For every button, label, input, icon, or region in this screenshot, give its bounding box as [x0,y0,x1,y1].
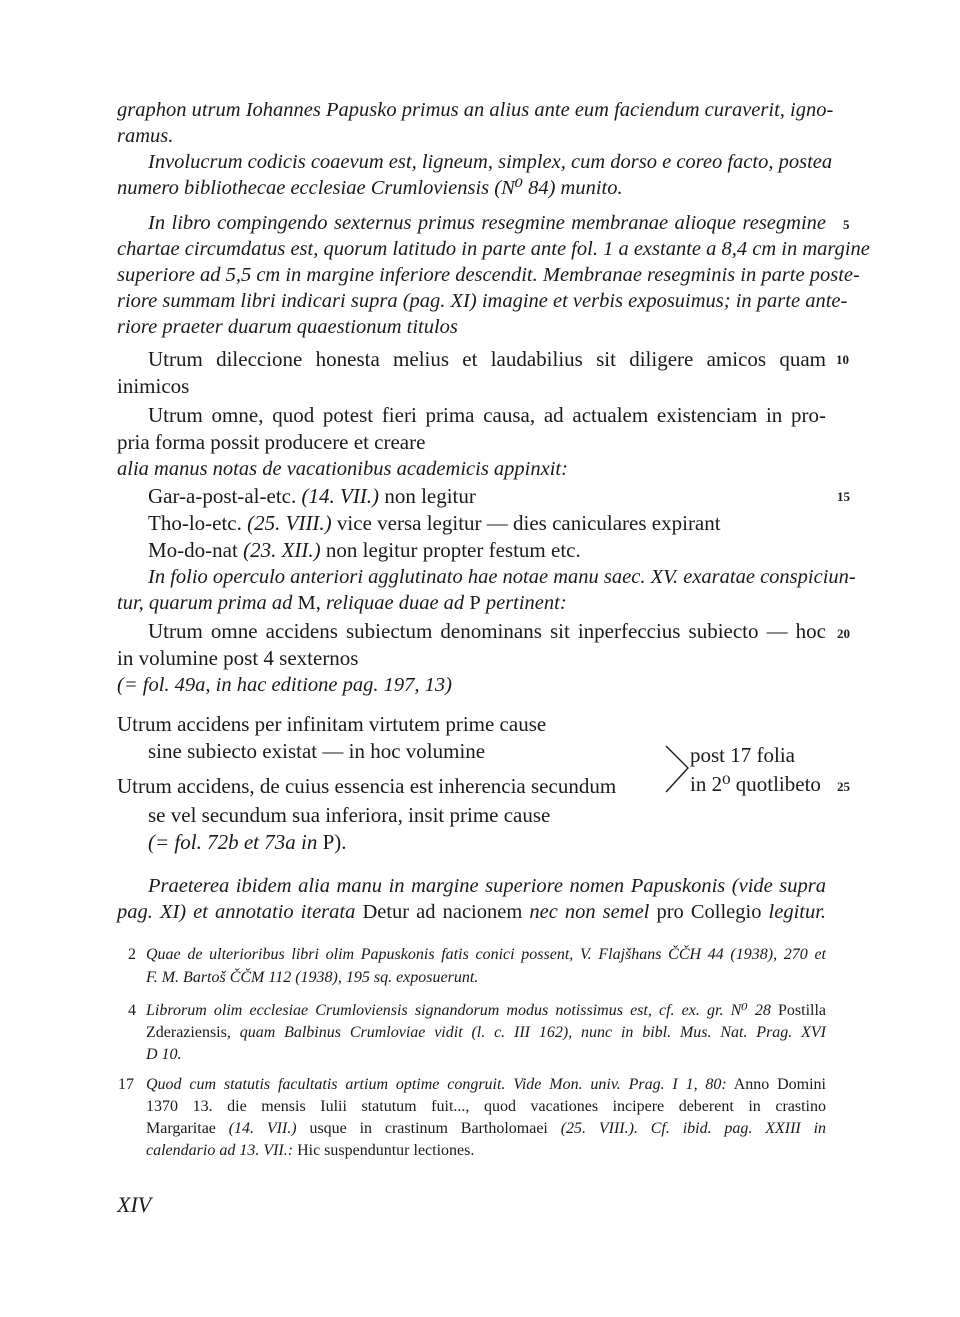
quote-line: Utrum accidens, de cuius essencia est inherencia secundum [117,774,617,798]
footnote-line: Quod cum statutis facultatis artium optime congruit. Vide Mon. univ. Prag. I 1, 80: Anno Domini [146,1076,826,1093]
line-number: 10 [836,352,849,367]
text-line: numero bibliothecae ecclesiae Crumloviensis (N⁰ 84) munito. [117,177,623,199]
text-line: riore summam libri indicari supra (pag. XI) imagine et verbis exposuimus; in parte ante- [117,290,848,312]
quote-line: Utrum omne accidens subiectum denominans sit inperfeccius subiecto — hoc [148,619,826,643]
text-line: graphon utrum Iohannes Papusko primus an alius ante eum faciendum curaverit, igno- [117,99,834,121]
footnote-line: Margaritae (14. VII.) usque in crastinum Bartholomaei (25. VIII.). Cf. ibid. pag. XXIII in [146,1120,827,1137]
footnote-number: 17 [118,1076,134,1093]
quote-line: se vel secundum sua inferiora, insit prime cause [148,803,551,827]
vacation-line: Tho-lo-etc. (25. VIII.) vice versa legitur — dies caniculares expirant [148,511,721,535]
quote-line: (= fol. 72b et 73a in P). [148,830,347,854]
text-line: Praeterea ibidem alia manu in margine superiore nomen Papuskonis (vide supra [148,875,826,897]
side-note: post 17 folia [690,743,795,767]
vacation-line: Mo-do-nat (23. XII.) non legitur propter festum etc. [148,538,581,562]
footnote-line: 1370 13. die mensis Iulii statutum fuit..., quod vacationes incipere deberent in crastino [146,1098,826,1115]
quote-line: sine subiecto existat — in hoc volumine [148,739,486,763]
footnote-line: Quae de ulterioribus libri olim Papuskonis fatis conici possent, V. Flajšhans ČČH 44 (1938), 270 et [146,946,826,963]
page-number: XIV [117,1192,152,1217]
footnote-number: 4 [128,1002,136,1019]
quote-line: Utrum dileccione honesta melius et laudabilius sit diligere amicos quam [148,347,826,371]
text-line: tur, quarum prima ad M, reliquae duae ad P pertinent: [117,592,567,614]
line-number: 15 [837,489,850,504]
vacation-line: Gar-a-post-al-etc. (14. VII.) non legitur [148,484,476,508]
text-line: ramus. [117,125,174,147]
quote-line: Utrum omne, quod potest fieri prima causa, ad actualem existenciam in pro- [148,403,826,427]
text-line: chartae circumdatus est, quorum latitudo in parte ante fol. 1 a exstante a 8,4 cm in margine [117,238,870,260]
quote-line: in volumine post 4 sexternos [117,646,359,670]
text-line: (= fol. 49a, in hac editione pag. 197, 13) [117,674,452,696]
text-line: In folio operculo anteriori agglutinato hae notae manu saec. XV. exaratae conspiciun- [148,566,856,588]
footnote-line: D 10. [146,1046,182,1063]
quote-line: Utrum accidens per infinitam virtutem prime cause [117,712,547,736]
side-note: in 2⁰ quotlibeto [690,772,821,796]
footnote-line: F. M. Bartoš ČČM 112 (1938), 195 sq. exposuerunt. [146,969,479,986]
line-number: 5 [843,217,850,232]
line-number: 20 [837,626,850,641]
text-line: alia manus notas de vacationibus academicis appinxit: [117,458,568,480]
line-number: 25 [837,779,850,794]
text-line: riore praeter duarum quaestionum titulos [117,316,458,338]
text-line: Involucrum codicis coaevum est, ligneum, simplex, cum dorso e coreo facto, postea [148,151,833,173]
footnote-line: Librorum olim ecclesiae Crumloviensis signandorum modus notissimus est, cf. ex. gr. N⁰ 28 Postilla [146,1002,827,1019]
text-line: In libro compingendo sexternus primus resegmine membranae alioque resegmine [148,212,826,234]
footnote-line: calendario ad 13. VII.: Hic suspenduntur lectiones. [146,1142,475,1159]
text-line: pag. XI) et annotatio iterata Detur ad nacionem nec non semel pro Collegio legitur. [117,901,827,923]
quote-line: inimicos [117,374,190,398]
footnote-number: 2 [128,946,136,963]
text-line: superiore ad 5,5 cm in margine inferiore descendit. Membranae resegminis in parte poste- [117,264,860,286]
quote-line: pria forma possit producere et creare [117,430,426,454]
footnote-line: Zderaziensis, quam Balbinus Crumloviae vidit (l. c. III 162), nunc in bibl. Mus. Nat. Prag. XVI [146,1024,827,1041]
